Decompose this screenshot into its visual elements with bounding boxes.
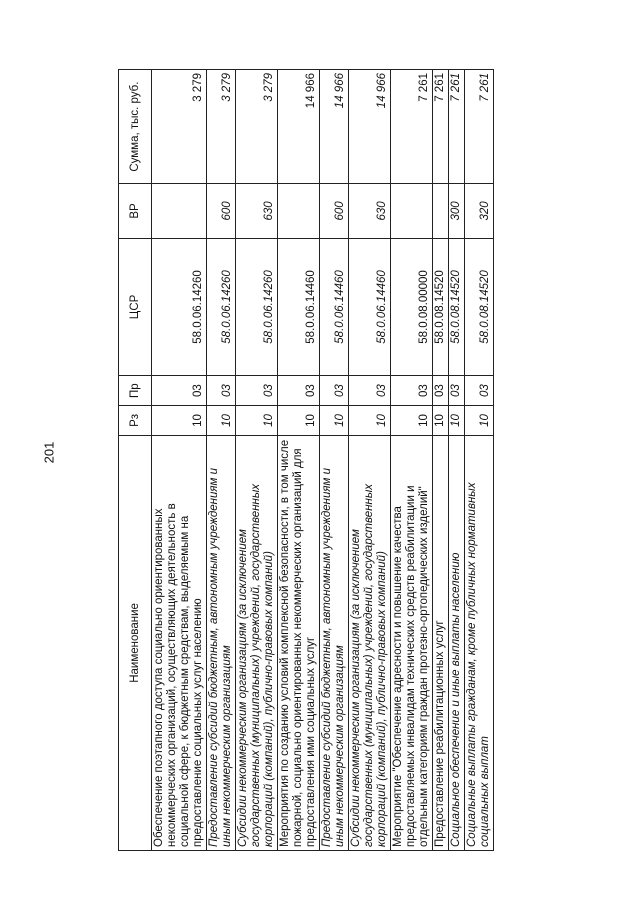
- cell-sum: 14 966: [278, 70, 320, 184]
- table-row: [391, 70, 433, 851]
- cell-sum: 7 261: [433, 70, 449, 184]
- cell-rz: 10: [236, 406, 278, 436]
- cell-csr: 58.0.06.14460: [278, 238, 320, 376]
- rotated-page: [118, 69, 494, 851]
- cell-rz: 10: [391, 406, 433, 436]
- cell-vr: 600: [207, 184, 236, 238]
- cell-sum: 14 966: [320, 70, 349, 184]
- cell-csr: 58.0.06.14260: [236, 238, 278, 376]
- cell-rz: 10: [152, 406, 207, 436]
- cell-pr: 03: [465, 376, 494, 406]
- table-row: [320, 70, 349, 851]
- cell-pr: 03: [152, 376, 207, 406]
- cell-rz: 10: [465, 406, 494, 436]
- cell-sum: 3 279: [236, 70, 278, 184]
- cell-vr: [391, 184, 433, 238]
- cell-pr: 03: [433, 376, 449, 406]
- cell-rz: 10: [207, 406, 236, 436]
- cell-csr: 58.0.08.14520: [449, 238, 465, 376]
- header-name: Наименование: [119, 435, 152, 850]
- cell-pr: 03: [320, 376, 349, 406]
- table-row: [449, 70, 465, 851]
- cell-pr: 03: [349, 376, 391, 406]
- cell-vr: [152, 184, 207, 238]
- cell-name: Предоставление субсидий бюджетным, автономным учреждениям и иным некоммерческим организациям: [320, 435, 349, 850]
- cell-vr: 600: [320, 184, 349, 238]
- table-row: [465, 70, 494, 851]
- header-csr: ЦСР: [119, 238, 152, 376]
- header-rz: Рз: [119, 406, 152, 436]
- cell-sum: 14 966: [349, 70, 391, 184]
- cell-rz: 10: [433, 406, 449, 436]
- cell-name: Субсидии некоммерческим организациям (за исключением государственных (муниципальных) учреждений, государственных корпораций (компаний), публично-правовых компаний): [349, 435, 391, 850]
- table-row: [278, 70, 320, 851]
- cell-csr: 58.0.06.14260: [152, 238, 207, 376]
- cell-rz: 10: [320, 406, 349, 436]
- cell-vr: [278, 184, 320, 238]
- header-pr: Пр: [119, 376, 152, 406]
- cell-name: Социальные выплаты гражданам, кроме публичных нормативных социальных выплат: [465, 435, 494, 850]
- header-vr: ВР: [119, 184, 152, 238]
- table-row: [152, 70, 207, 851]
- cell-name: Мероприятия по созданию условий комплексной безопасности, в том числе пожарной, социально ориентированных некоммерческих организаций для предоставления ими социальных услуг: [278, 435, 320, 850]
- cell-name: Предоставление субсидий бюджетным, автономным учреждениям и иным некоммерческим организациям: [207, 435, 236, 850]
- cell-name: Субсидии некоммерческим организациям (за исключением государственных (муниципальных) учреждений, государственных корпораций (компаний), публично-правовых компаний): [236, 435, 278, 850]
- cell-csr: 58.0.08.14520: [465, 238, 494, 376]
- cell-name: Обеспечение поэтапного доступа социально ориентированных некоммерческих организаций, осуществляющих деятельность в социальной сфере, к бюджетным средствам, выделяемым на предоставление социальных услуг населению: [152, 435, 207, 850]
- cell-vr: 630: [236, 184, 278, 238]
- table-row: [207, 70, 236, 851]
- cell-rz: 10: [449, 406, 465, 436]
- cell-name: Предоставление реабилитационных услуг: [433, 435, 449, 850]
- cell-rz: 10: [349, 406, 391, 436]
- budget-table: [118, 69, 494, 851]
- page-number: 201: [41, 441, 57, 464]
- cell-sum: 3 279: [207, 70, 236, 184]
- header-sum: Сумма, тыс. руб.: [119, 70, 152, 184]
- cell-pr: 03: [207, 376, 236, 406]
- cell-csr: 58.0.06.14460: [349, 238, 391, 376]
- cell-vr: 630: [349, 184, 391, 238]
- table-row: [236, 70, 278, 851]
- cell-sum: 3 279: [152, 70, 207, 184]
- table-row: [349, 70, 391, 851]
- cell-pr: 03: [236, 376, 278, 406]
- cell-pr: 03: [278, 376, 320, 406]
- cell-vr: 300: [449, 184, 465, 238]
- table-row: [433, 70, 449, 851]
- cell-pr: 03: [449, 376, 465, 406]
- cell-sum: 7 261: [449, 70, 465, 184]
- cell-csr: 58.0.08.14520: [433, 238, 449, 376]
- cell-sum: 7 261: [465, 70, 494, 184]
- cell-csr: 58.0.08.00000: [391, 238, 433, 376]
- cell-vr: 320: [465, 184, 494, 238]
- cell-csr: 58.0.06.14460: [320, 238, 349, 376]
- cell-pr: 03: [391, 376, 433, 406]
- header-row: [119, 70, 152, 851]
- cell-rz: 10: [278, 406, 320, 436]
- cell-name: Социальное обеспечение и иные выплаты населению: [449, 435, 465, 850]
- table-body: [152, 70, 494, 851]
- cell-csr: 58.0.06.14260: [207, 238, 236, 376]
- cell-name: Мероприятие "Обеспечение адресности и повышение качества предоставляемых инвалидам технических средств реабилитации и отдельным категориям граждан протезно-ортопедических изделий": [391, 435, 433, 850]
- cell-sum: 7 261: [391, 70, 433, 184]
- cell-vr: [433, 184, 449, 238]
